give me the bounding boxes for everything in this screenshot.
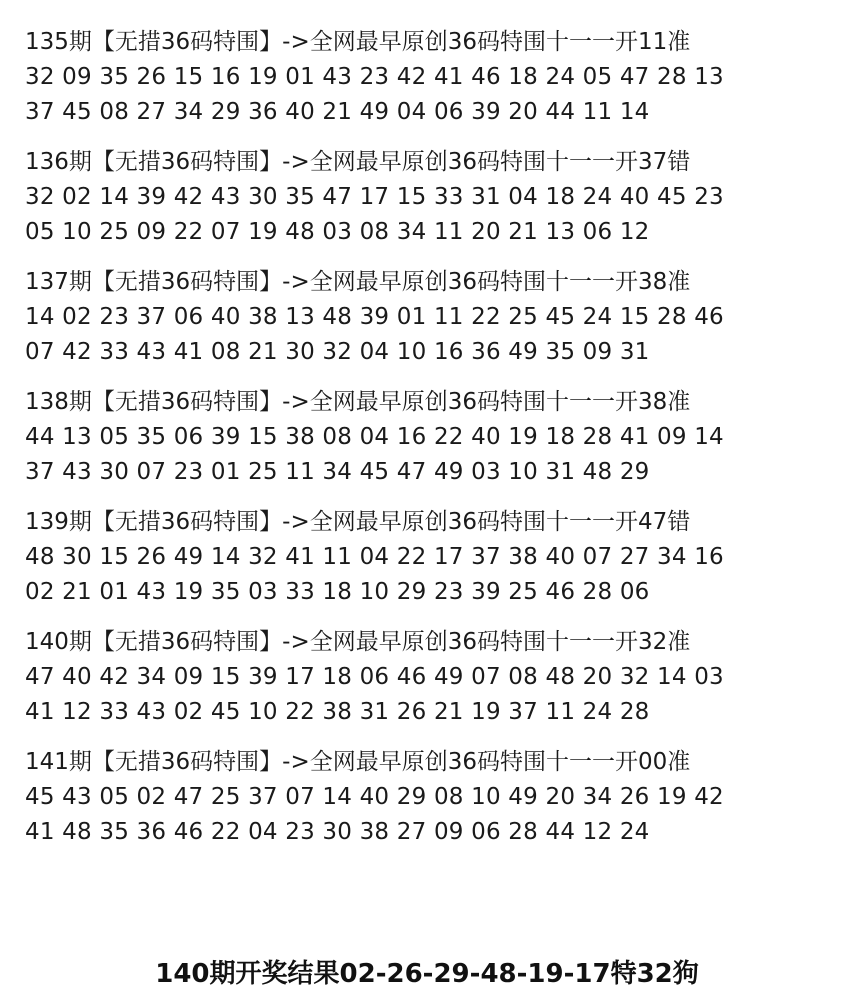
record-header: 141期【无措36码特围】->全网最早原创36码特围十一一开00准 (25, 749, 691, 775)
record-header: 138期【无措36码特围】->全网最早原创36码特围十一一开38准 (25, 389, 691, 415)
forecast-record-135 (25, 25, 845, 130)
record-header: 135期【无措36码特围】->全网最早原创36码特围十一一开11准 (25, 29, 691, 55)
forecast-record-139 (25, 505, 845, 610)
record-numbers-row-2: 05 10 25 09 22 07 19 48 03 08 34 11 20 21 13 06 12 (25, 219, 650, 245)
forecast-record-138 (25, 385, 845, 490)
record-numbers-row-2: 07 42 33 43 41 08 21 30 32 04 10 16 36 49 35 09 31 (25, 339, 650, 365)
record-numbers-row-1: 45 43 05 02 47 25 37 07 14 40 29 08 10 49 20 34 26 19 42 (25, 784, 724, 810)
record-numbers-row-1: 14 02 23 37 06 40 38 13 48 39 01 11 22 25 45 24 15 28 46 (25, 304, 724, 330)
forecast-record-list (25, 25, 845, 865)
record-numbers-row-2: 37 45 08 27 34 29 36 40 21 49 04 06 39 20 44 11 14 (25, 99, 650, 125)
forecast-record-140 (25, 625, 845, 730)
record-numbers-row-1: 32 09 35 26 15 16 19 01 43 23 42 41 46 18 24 05 47 28 13 (25, 64, 724, 90)
record-numbers-row-2: 37 43 30 07 23 01 25 11 34 45 47 49 03 10 31 48 29 (25, 459, 650, 485)
record-numbers-row-1: 32 02 14 39 42 43 30 35 47 17 15 33 31 04 18 24 40 45 23 (25, 184, 724, 210)
record-header: 136期【无措36码特围】->全网最早原创36码特围十一一开37错 (25, 149, 691, 175)
draw-result-footer: 140期开奖结果02-26-29-48-19-17特32狗 (155, 959, 699, 989)
record-header: 139期【无措36码特围】->全网最早原创36码特围十一一开47错 (25, 509, 691, 535)
forecast-record-136 (25, 145, 845, 250)
record-numbers-row-2: 41 48 35 36 46 22 04 23 30 38 27 09 06 28 44 12 24 (25, 819, 650, 845)
forecast-record-141 (25, 745, 845, 850)
record-header: 140期【无措36码特围】->全网最早原创36码特围十一一开32准 (25, 629, 691, 655)
record-header: 137期【无措36码特围】->全网最早原创36码特围十一一开38准 (25, 269, 691, 295)
record-numbers-row-1: 48 30 15 26 49 14 32 41 11 04 22 17 37 38 40 07 27 34 16 (25, 544, 724, 570)
record-numbers-row-1: 47 40 42 34 09 15 39 17 18 06 46 49 07 08 48 20 32 14 03 (25, 664, 724, 690)
forecast-record-137 (25, 265, 845, 370)
record-numbers-row-1: 44 13 05 35 06 39 15 38 08 04 16 22 40 19 18 28 41 09 14 (25, 424, 724, 450)
record-numbers-row-2: 02 21 01 43 19 35 03 33 18 10 29 23 39 25 46 28 06 (25, 579, 650, 605)
record-numbers-row-2: 41 12 33 43 02 45 10 22 38 31 26 21 19 37 11 24 28 (25, 699, 650, 725)
